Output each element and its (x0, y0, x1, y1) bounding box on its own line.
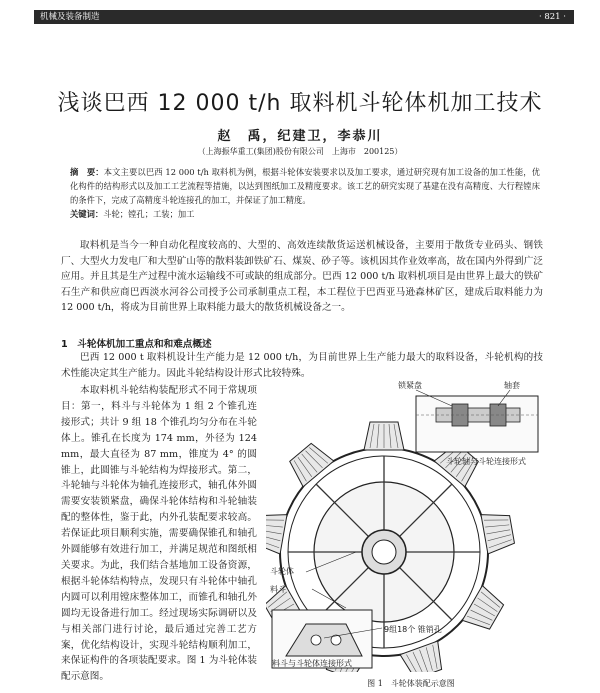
intro-paragraph: 取料机是当今一种自动化程度较高的、大型的、高效连续散货运送机械设备，主要用于散货专业码头、钢铁厂、大型火力发电厂和大型矿山等的散料装卸铁矿石、煤炭、砂子等。该机因其作业效率高，故在国内外得到广泛应用。并且其是生产过程中流水运输线不可或缺的组成部分。巴西 12 000 t/h 取料机项目是由世界上最大的铁矿石生产和供应商巴西淡水河谷公司授予公司承制重点工程，本工程位于巴西亚马逊森林矿区，建成后取料能力为 12 000 t/h，将成为目前世界上取料能力最大的散货机械设备之一。 (61, 240, 543, 314)
bucket (364, 422, 404, 450)
figure-caption: 图 1 斗轮体装配示意图 (367, 679, 455, 688)
running-header (34, 10, 574, 24)
shaft-center (372, 540, 396, 564)
abstract-text: 本文主要以巴西 12 000 t/h 取料机为例，根据斗轮体安装要求以及加工要求，通过研究现有加工设备的加工性能，优化构件的结构形式以及加工工艺流程等措施，以达到图纸加工及精度要求。该工艺的研究实现了基建在没有高精度、大行程镗床的条件下，完成了高精度斗轮连接孔的加工，并保证了加工精度。 (70, 167, 540, 205)
paper-title: 浅谈巴西 12 000 t/h 取料机斗轮体机加工技术 (57, 91, 543, 116)
abstract (70, 166, 540, 207)
bucket-wheel-figure (266, 376, 556, 672)
label-shaft: 轴套 (504, 381, 520, 390)
keywords (70, 208, 540, 220)
page-number: · 821 · (538, 12, 566, 22)
affiliation: （上海振华重工(集团)股份有限公司 上海市 200125） (197, 147, 403, 156)
label-shaft-form: 斗轮轴与斗轮连接形式 (446, 457, 526, 466)
label-taper-hole: 9组18个 锥销孔 (384, 625, 442, 634)
bucket (285, 440, 334, 487)
section-paragraph: 巴西 12 000 t 取料机设计生产能力是 12 000 t/h，为目前世界上生产能力最大的取料设备，斗轮机构的技术性能决定其生产能力。因此斗轮结构设计形式比较特殊。 (61, 352, 543, 379)
label-bucket: 料斗 (270, 585, 286, 594)
bucket (462, 586, 506, 635)
journal-name: 机械及装备制造 (40, 12, 100, 22)
label-bucket-form: 料斗与斗轮体连接形式 (272, 659, 352, 668)
keywords-text: 斗轮；镗孔；工装；加工 (103, 209, 195, 219)
label-lock-disc: 锁紧盘 (398, 381, 422, 390)
body-column: 本取料机斗轮结构装配形式不同于常规项目：第一，料斗与斗轮体为 1 组 2 个锥孔连接形式；共计 9 组 18 个锥孔均匀分布在斗轮体上。锥孔在长度为 174 mm，外径为 124 mm，最大直径为 87 mm，锥度为 4° 的圆锥上，此圆锥与斗轮结构为焊接形式。第二，斗轮轴与斗轮体为轴孔连接形式，轴孔体外圆需要安装锁紧盘，确保斗轮体结构和斗轮轴装配的整体性，鉴于此，内外孔装配要求较高。若保证此项目顺利实施，需要确保锥孔和轴孔外圆能够有效进行加工，并满足规范和图纸相关要求。为此，我们结合基地加工设备资源，根据斗轮体结构特点，发现只有斗轮体中轴孔内圆可以利用镗床整体加工，而锥孔和轴孔外圆均无设备进行加工。经过现场实际调研以及与相关部门进行讨论，最后通过完善工艺方案，优化结构设计，实现斗轮结构顺利加工，来保证构件的各项装配要求。图 1 为斗轮体装配示意图。 (61, 385, 257, 683)
label-wheel-body: 斗轮体 (270, 567, 294, 576)
section-heading: 1 斗轮体机加工重点和和难点概述 (61, 339, 212, 350)
keywords-label: 关键词： (70, 209, 104, 219)
shaft-inset (416, 396, 538, 452)
bucket (481, 510, 516, 554)
bucket (266, 510, 287, 554)
authors: 赵 禹，纪建卫，李恭川 (217, 129, 383, 144)
abstract-label: 摘 要： (70, 167, 104, 177)
